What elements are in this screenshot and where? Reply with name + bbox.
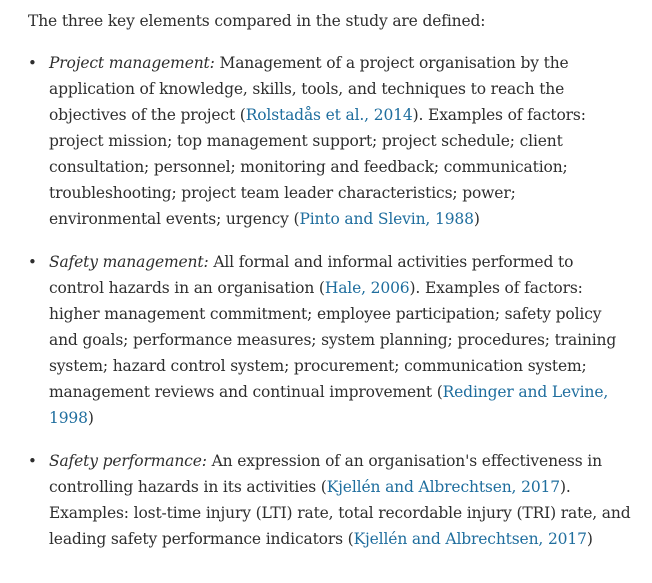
- citation-link-rolstadas-2014[interactable]: Rolstadås et al., 2014: [245, 106, 413, 124]
- bullet-icon: •: [28, 54, 37, 72]
- definition-text: ). Examples: lost-time injury (LTI) rate, total recordable injury (TRI) rate, and leading safety performance indicators (: [49, 478, 631, 548]
- list-item-safety-management: [28, 249, 631, 431]
- definition-text: All formal and informal activities performed to control hazards in an organisation (: [49, 253, 574, 297]
- citation-link-kjellen-albrechtsen-2017-second[interactable]: Kjellén and Albrechtsen, 2017: [353, 530, 587, 548]
- list-item-safety-performance: [28, 448, 631, 552]
- citation-link-pinto-slevin-1988[interactable]: Pinto and Slevin, 1988: [299, 210, 474, 228]
- definition-text: Management of a project organisation by the application of knowledge, skills, tools, and techniques to reach the objectives of the project (: [49, 54, 569, 124]
- term-project-management: Project management:: [49, 54, 215, 72]
- definition-text: ). Examples of factors: higher management commitment; employee participation; safety policy and goals; performance measures; system planning; procedures; training system; hazard control system; procurement; communication system; management reviews and continual improvement (: [49, 279, 617, 401]
- closing-paren: ): [586, 530, 593, 548]
- citation-link-redinger-levine-1998[interactable]: Redinger and Levine, 1998: [49, 383, 609, 427]
- definition-text: An expression of an organisation's effectiveness in controlling hazards in its activities (: [49, 452, 602, 496]
- closing-paren: ): [87, 409, 94, 427]
- bullet-icon: •: [28, 452, 37, 470]
- bullet-icon: •: [28, 253, 37, 271]
- term-safety-management: Safety management:: [49, 253, 209, 271]
- intro-text: The three key elements compared in the study are defined:: [28, 12, 486, 30]
- term-safety-performance: Safety performance:: [49, 452, 207, 470]
- citation-link-hale-2006[interactable]: Hale, 2006: [324, 279, 410, 297]
- citation-link-kjellen-albrechtsen-2017[interactable]: Kjellén and Albrechtsen, 2017: [326, 478, 560, 496]
- list-item-project-management: [28, 50, 631, 232]
- closing-paren: ): [473, 210, 480, 228]
- definition-list: [28, 50, 652, 552]
- definition-text: ). Examples of factors: project mission; top management support; project schedule; client consultation; personnel; monitoring and feedback; communication; troubleshooting; project team leader characteristics; power; environmental events; urgency (: [49, 106, 586, 228]
